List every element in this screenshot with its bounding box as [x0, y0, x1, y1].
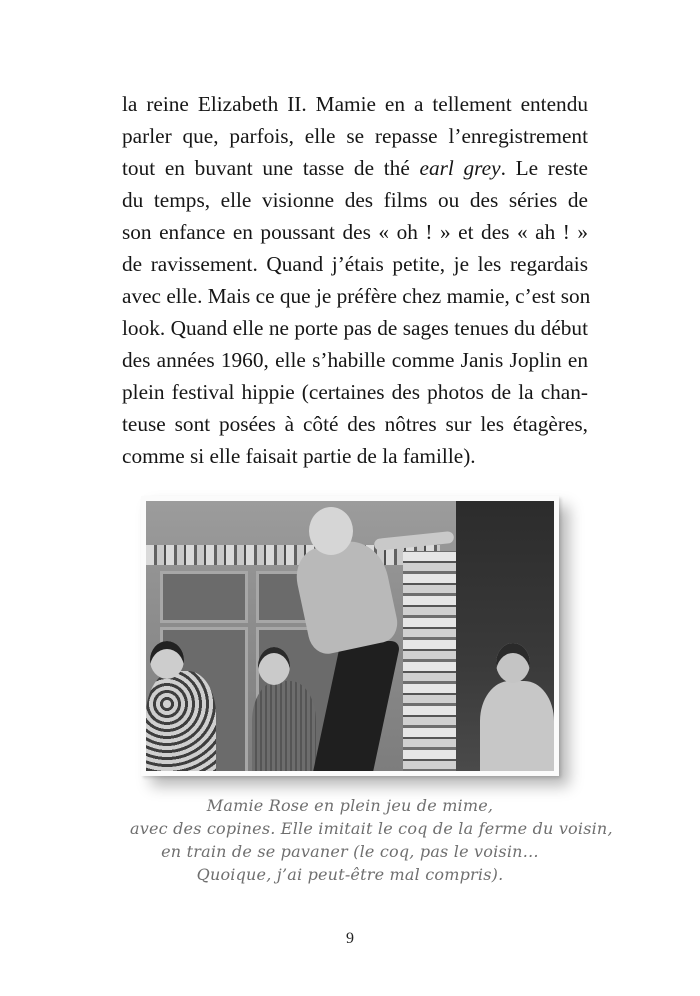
- italic-term: earl grey: [419, 156, 501, 180]
- text-line: des années 1960, elle s’habille comme Janis Joplin en: [122, 348, 588, 372]
- text-run: tout en buvant une tasse de thé: [122, 156, 420, 180]
- text-line: parler que, parfois, elle se repasse l’enregistrement: [122, 124, 588, 148]
- woman-right-body: [480, 681, 554, 771]
- text-line: plein festival hippie (certaines des photos de la chan-: [122, 380, 588, 404]
- text-run: . Le reste: [500, 156, 589, 180]
- text-line: avec elle. Mais ce que je préfère chez mamie, c’est son: [122, 284, 591, 308]
- text-line-with-italic: [122, 152, 588, 184]
- photo-curtain: [403, 551, 456, 771]
- photo-mime-scene: [146, 501, 554, 771]
- caption-line: Quoique, j’ai peut-être mal compris).: [196, 865, 504, 884]
- photo-panel: [160, 571, 248, 623]
- body-paragraph: [122, 88, 591, 472]
- woman-middle-head: [258, 647, 290, 685]
- mamie-rose-head: [309, 507, 353, 555]
- text-line: la reine Elizabeth II. Mamie en a tellement entendu: [122, 92, 588, 116]
- text-line: son enfance en poussant des « oh ! » et des « ah ! »: [122, 220, 588, 244]
- woman-left-head: [150, 641, 184, 679]
- text-line: teuse sont posées à côté des nôtres sur les étagères,: [122, 412, 588, 436]
- text-line: comme si elle faisait partie de la famille).: [122, 444, 476, 468]
- caption-line: avec des copines. Elle imitait le coq de la ferme du voisin,: [130, 819, 613, 838]
- text-line: de ravissement. Quand j’étais petite, je les regardais: [122, 252, 588, 276]
- caption-line: Mamie Rose en plein jeu de mime,: [206, 796, 494, 815]
- woman-right-head: [496, 643, 530, 683]
- woman-middle-body: [252, 681, 316, 771]
- page-number: 9: [346, 930, 354, 947]
- caption-line: en train de se pavaner (le coq, pas le voisin…: [161, 842, 539, 861]
- text-line: look. Quand elle ne porte pas de sages tenues du début: [122, 316, 588, 340]
- woman-left-body: [146, 671, 216, 771]
- text-line: du temps, elle visionne des films ou des séries de: [122, 188, 588, 212]
- photo-frame: [141, 496, 559, 776]
- photo-caption: [130, 794, 613, 886]
